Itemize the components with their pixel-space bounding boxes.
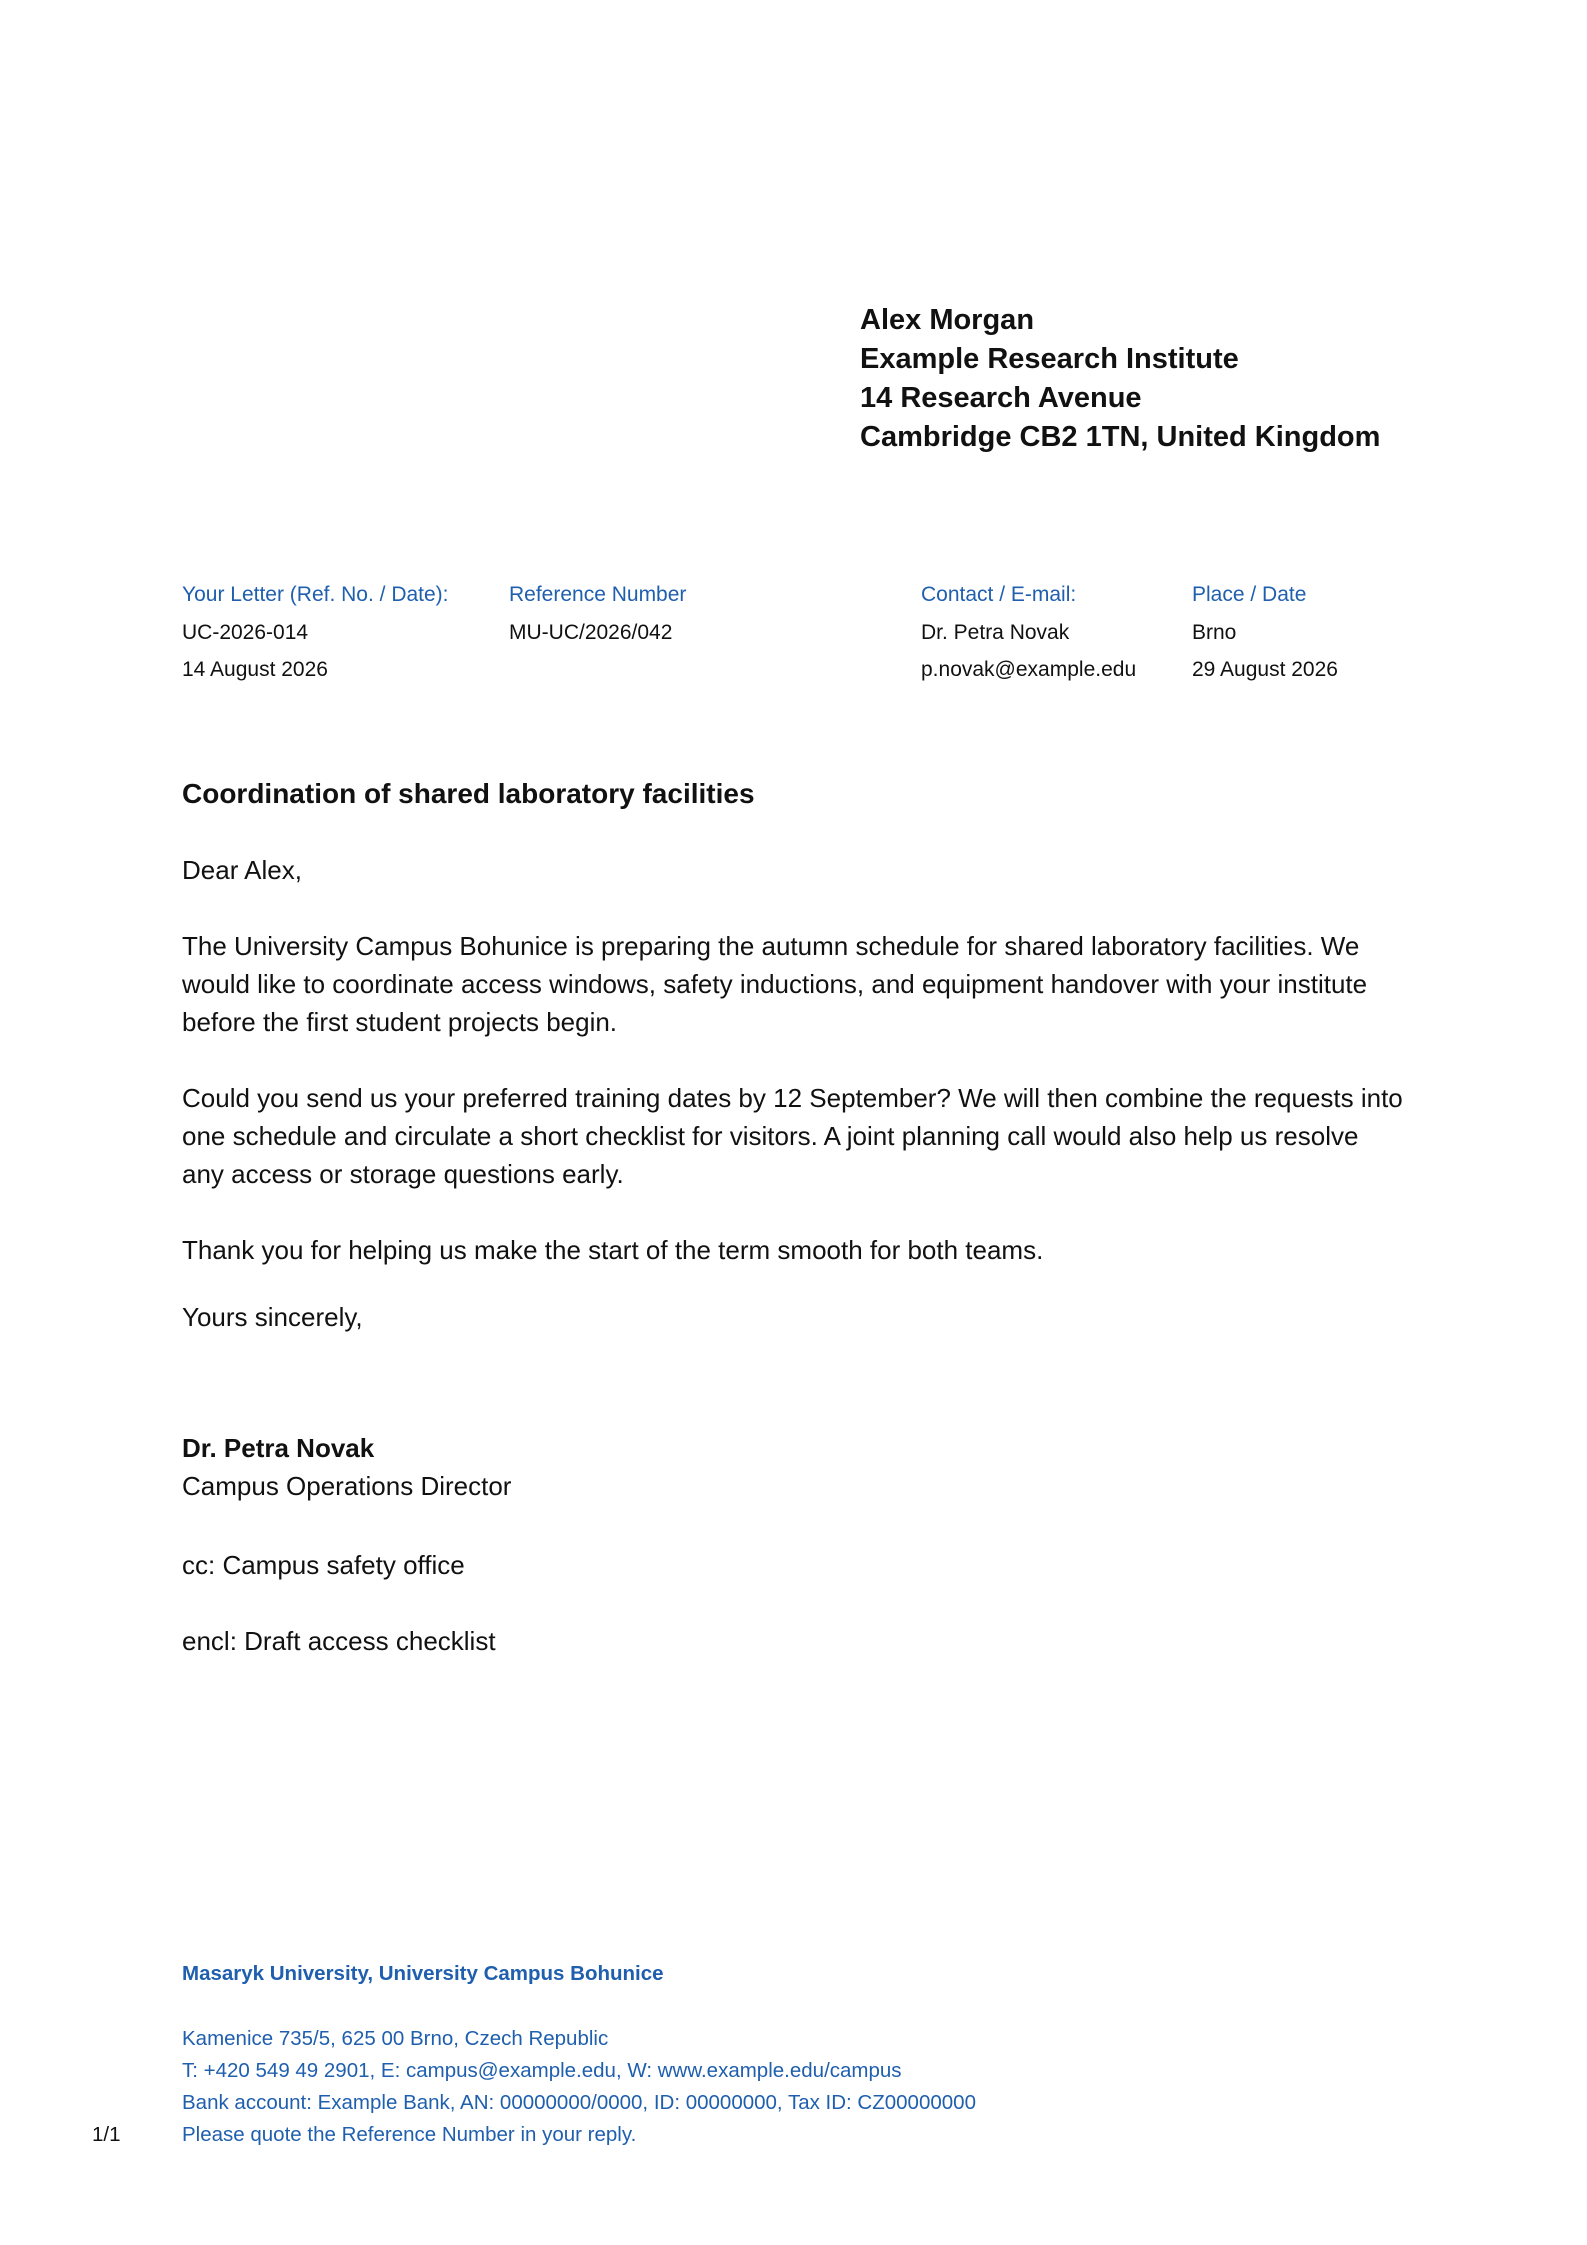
footer-bank: Bank account: Example Bank, AN: 00000000/0000, ID: 00000000, Tax ID: CZ00000000 bbox=[182, 2091, 976, 2114]
closing: Yours sincerely, bbox=[182, 1302, 363, 1332]
paragraph-3 bbox=[182, 1231, 1043, 1269]
place-date-column bbox=[1192, 576, 1338, 689]
paragraph-line: any access or storage questions early. bbox=[182, 1159, 624, 1189]
date-value: 29 August 2026 bbox=[1192, 658, 1338, 681]
recipient-street: 14 Research Avenue bbox=[860, 382, 1142, 414]
paragraph-line: before the first student projects begin. bbox=[182, 1007, 618, 1037]
your-letter-label: Your Letter (Ref. No. / Date): bbox=[182, 583, 449, 606]
greeting: Dear Alex, bbox=[182, 855, 302, 885]
footer-contact: T: +420 549 49 2901, E: campus@example.edu, W: www.example.edu/campus bbox=[182, 2059, 902, 2082]
paragraph-line: one schedule and circulate a short checklist for visitors. A joint planning call would also help us resolve bbox=[182, 1121, 1359, 1151]
footer-details bbox=[182, 2023, 976, 2151]
your-letter-ref: UC-2026-014 bbox=[182, 620, 309, 644]
contact-label: Contact / E-mail: bbox=[921, 583, 1077, 606]
paragraph-line: would like to coordinate access windows, safety inductions, and equipment handover with your institute bbox=[182, 969, 1368, 999]
footer-note: Please quote the Reference Number in your reply. bbox=[182, 2123, 637, 2146]
paragraph-2 bbox=[182, 1079, 1403, 1193]
recipient-city: Cambridge CB2 1TN, United Kingdom bbox=[860, 421, 1381, 453]
enclosure-line: encl: Draft access checklist bbox=[182, 1626, 496, 1656]
footer-address: Kamenice 735/5, 625 00 Brno, Czech Republic bbox=[182, 2027, 609, 2050]
contact-name: Dr. Petra Novak bbox=[921, 620, 1070, 644]
paragraph-line: Could you send us your preferred training dates by 12 September? We will then combine the requests into bbox=[182, 1083, 1403, 1113]
paragraph-line: Thank you for helping us make the start of the term smooth for both teams. bbox=[182, 1235, 1044, 1265]
contact-column bbox=[921, 576, 1136, 689]
paragraph-1 bbox=[182, 927, 1367, 1041]
signature-name: Dr. Petra Novak bbox=[182, 1433, 375, 1463]
contact-email: p.novak@example.edu bbox=[921, 658, 1137, 681]
page-number: 1/1 bbox=[92, 2123, 121, 2146]
recipient-organization: Example Research Institute bbox=[860, 343, 1239, 375]
paragraph-line: The University Campus Bohunice is preparing the autumn schedule for shared laboratory facilities. We bbox=[182, 931, 1360, 961]
cc-line: cc: Campus safety office bbox=[182, 1550, 465, 1580]
footer-organization: Masaryk University, University Campus Bohunice bbox=[182, 1962, 664, 1985]
your-letter-column bbox=[182, 576, 449, 689]
reference-number-column bbox=[509, 576, 686, 651]
place-date-label: Place / Date bbox=[1192, 583, 1307, 606]
your-letter-date: 14 August 2026 bbox=[182, 658, 328, 681]
letter-subject: Coordination of shared laboratory facilities bbox=[182, 778, 755, 809]
place-value: Brno bbox=[1192, 620, 1237, 644]
reference-number-label: Reference Number bbox=[509, 583, 687, 606]
reference-number-value: MU-UC/2026/042 bbox=[509, 620, 673, 644]
recipient-name: Alex Morgan bbox=[860, 304, 1035, 336]
signature-title: Campus Operations Director bbox=[182, 1471, 512, 1501]
recipient-address bbox=[860, 301, 1380, 457]
